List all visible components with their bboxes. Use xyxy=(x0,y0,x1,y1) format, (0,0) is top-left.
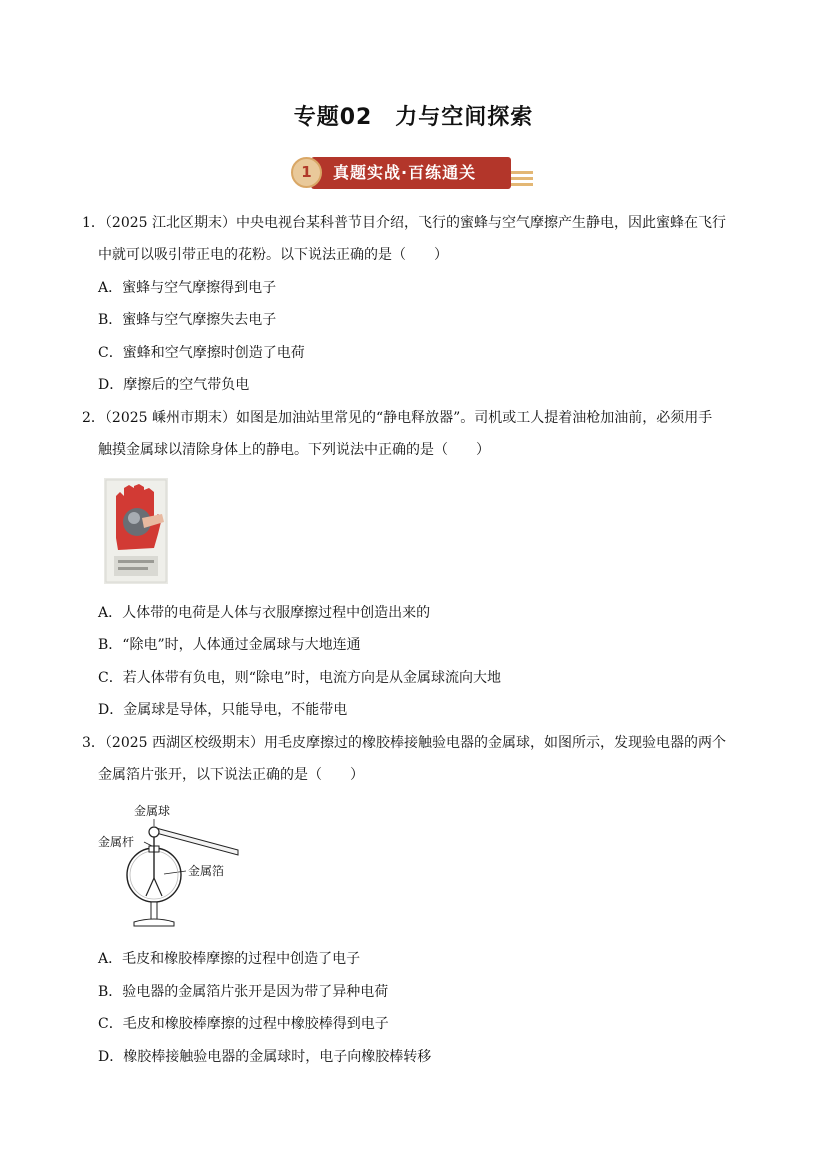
electroscope-diagram xyxy=(94,800,244,932)
question-1-stem: 1．（2025 江北区期末）中央电视台某科普节目介绍，飞行的蜜蜂与空气摩擦产生静电，因此蜜蜂在飞行 xyxy=(82,215,726,231)
question-2-option-c: C．若人体带有负电，则“除电”时，电流方向是从金属球流向大地 xyxy=(98,670,502,686)
question-3-option-a: A．毛皮和橡胶棒摩擦的过程中创造了电子 xyxy=(98,951,361,967)
question-3-stem-cont: 金属箔片张开，以下说法正确的是（ ） xyxy=(98,767,364,783)
question-1-option-b: B．蜜蜂与空气摩擦失去电子 xyxy=(98,312,277,328)
question-2-stem-cont: 触摸金属球以清除身体上的静电。下列说法中正确的是（ ） xyxy=(98,442,490,458)
question-2-option-d: D．金属球是导体，只能导电，不能带电 xyxy=(98,702,348,718)
question-3-stem: 3．（2025 西湖区校级期末）用毛皮摩擦过的橡胶棒接触验电器的金属球，如图所示，发现验电器的两个 xyxy=(82,735,726,751)
question-1-option-a: A．蜜蜂与空气摩擦得到电子 xyxy=(98,280,277,296)
label-metal-foil: 金属箔 xyxy=(188,864,225,878)
label-metal-ball: 金属球 xyxy=(134,804,171,818)
banner-label: 真题实战·百练通关 xyxy=(333,163,477,182)
question-3-option-d: D．橡胶棒接触验电器的金属球时，电子向橡胶棒转移 xyxy=(98,1049,432,1065)
question-1-stem-cont: 中就可以吸引带正电的花粉。以下说法正确的是（ ） xyxy=(98,247,448,263)
section-banner xyxy=(291,153,533,193)
question-2-option-a: A．人体带的电荷是人体与衣服摩擦过程中创造出来的 xyxy=(98,605,431,621)
question-3-option-c: C．毛皮和橡胶棒摩擦的过程中橡胶棒得到电子 xyxy=(98,1016,389,1032)
question-3-option-b: B．验电器的金属箔片张开是因为带了异种电荷 xyxy=(98,984,389,1000)
banner-stripes-decoration xyxy=(511,171,533,191)
page-title: 专题02 力与空间探索 xyxy=(293,105,534,130)
question-1-option-c: C．蜜蜂和空气摩擦时创造了电荷 xyxy=(98,345,305,361)
static-discharger-photo xyxy=(104,478,168,584)
question-2-stem: 2．（2025 嵊州市期末）如图是加油站里常见的“静电释放器”。司机或工人提着油枪加油前，必须用手 xyxy=(82,410,713,426)
question-1-option-d: D．摩擦后的空气带负电 xyxy=(98,377,250,393)
question-2-option-b: B．“除电”时，人体通过金属球与大地连通 xyxy=(98,637,361,653)
banner-number-badge: 1 xyxy=(291,157,322,188)
label-metal-rod: 金属杆 xyxy=(98,835,135,849)
